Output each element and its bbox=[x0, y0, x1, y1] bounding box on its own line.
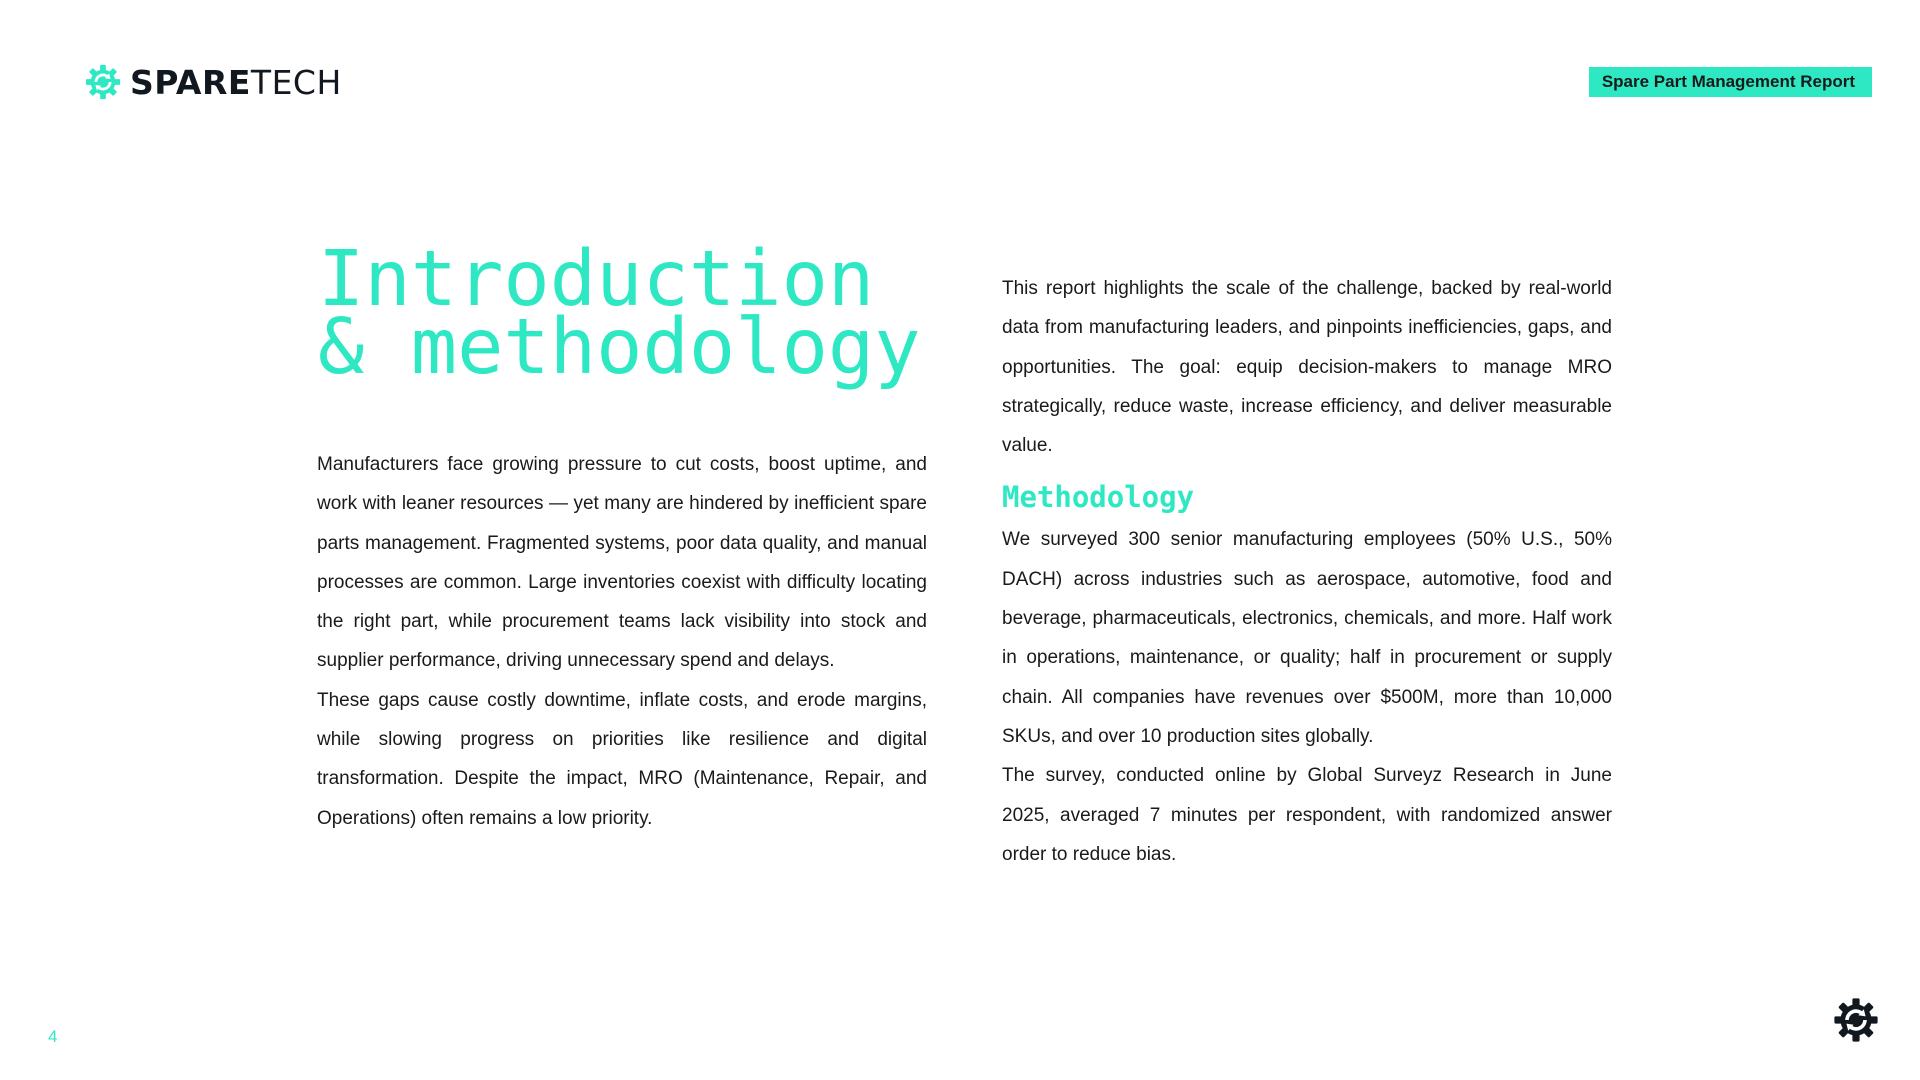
intro-paragraph-1: Manufacturers face growing pressure to cut costs, boost uptime, and work with leaner resources — yet many are hindered by inefficient spare parts management. Fragmented systems, poor data quality, and manual processes are common. Large inventories coexist with difficulty locating the right part, while procurement teams lack visibility into stock and supplier performance, driving unnecessary spend and delays. bbox=[317, 454, 927, 672]
report-label-badge: Spare Part Management Report bbox=[1589, 67, 1872, 97]
left-column bbox=[317, 445, 927, 838]
gear-icon bbox=[1832, 996, 1880, 1044]
page-title-line-2: & methodology bbox=[318, 303, 921, 392]
gear-icon bbox=[84, 63, 122, 101]
right-column bbox=[1002, 269, 1612, 874]
report-goal-paragraph: This report highlights the scale of the challenge, backed by real-world data from manufacturing leaders, and pinpoints inefficiencies, gaps, and opportunities. The goal: equip decision-makers to manage MRO strategically, reduce waste, increase efficiency, and deliver measurable value. bbox=[1002, 278, 1612, 457]
brand-name bbox=[130, 62, 342, 102]
page-title bbox=[318, 235, 921, 392]
brand-name-light: TECH bbox=[250, 62, 342, 102]
intro-paragraph-2: These gaps cause costly downtime, inflate costs, and erode margins, while slowing progress on priorities like resilience and digital transformation. Despite the impact, MRO (Maintenance, Repair, and Operations) often remains a low priority. bbox=[317, 689, 927, 829]
page-number: 4 bbox=[48, 1027, 58, 1046]
brand-name-bold: SPARE bbox=[130, 62, 251, 102]
methodology-heading: Methodology bbox=[1002, 480, 1195, 515]
methodology-paragraph-2: The survey, conducted online by Global Surveyz Research in June 2025, averaged 7 minutes per respondent, with randomized answer order to reduce bias. bbox=[1002, 765, 1612, 865]
page-title-line-1: Introduction bbox=[318, 235, 875, 324]
brand-logo bbox=[84, 62, 342, 102]
methodology-paragraph-1: We surveyed 300 senior manufacturing employees (50% U.S., 50% DACH) across industries such as aerospace, automotive, food and beverage, pharmaceuticals, electronics, chemicals, and more. Half work in operations, maintenance, or quality; half in procurement or supply chain. All companies have revenues over $500M, more than 10,000 SKUs, and over 10 production sites globally. bbox=[1002, 529, 1612, 747]
